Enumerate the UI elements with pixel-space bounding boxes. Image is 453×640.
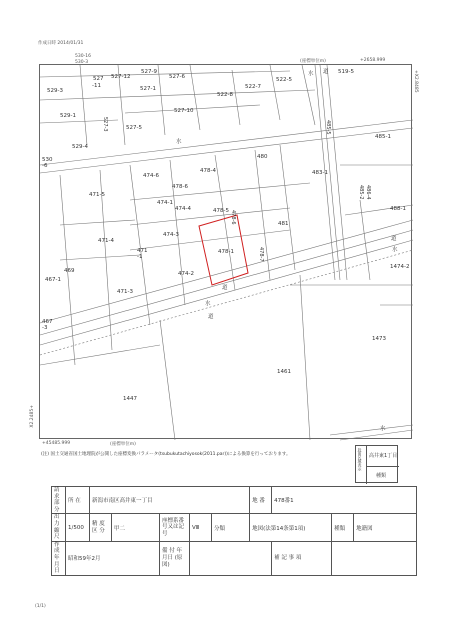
- coord-label-2: 530-3: [75, 60, 89, 65]
- parcel-label: -3: [42, 325, 48, 331]
- feature-label: 水: [308, 71, 314, 77]
- type-label: 種類: [332, 514, 354, 541]
- parcel-label: 471-4: [98, 238, 114, 244]
- coord-stamp-topright: +2658.999: [360, 58, 386, 63]
- parcel-label: 488-1: [390, 206, 406, 212]
- parcel-label: 474-1: [157, 200, 173, 206]
- parcel-label: -1: [137, 254, 143, 260]
- coord-note-top: (座標単位m): [300, 59, 326, 64]
- parcel-label: 471-5: [89, 192, 105, 198]
- parcel-label: 529-3: [47, 88, 63, 94]
- area-stamp: [355, 445, 398, 483]
- parcel-label: 1461: [277, 369, 291, 375]
- feature-label: 道: [222, 285, 228, 291]
- footnote: (注) 国土交通省国土地理院が公開した座標変換パラメータ(tsubukutachiyosok(2011.par))による換算を行っております。: [41, 452, 291, 457]
- vertical-parcel-label: 478-7: [258, 247, 264, 262]
- coord-stamp-right: +X2.8485: [413, 70, 418, 93]
- info-table: [51, 486, 417, 576]
- parcel-label: 527-10: [174, 108, 194, 114]
- date-value: 昭和59年2月: [66, 541, 160, 575]
- parcel-label: 527-1: [140, 86, 156, 92]
- parcel-label: 474-2: [178, 271, 194, 277]
- parcel-label: -11: [92, 83, 101, 89]
- vertical-parcel-label: 485-5: [325, 120, 331, 135]
- precision-label: 精 度 区 分: [90, 514, 112, 541]
- fix-date-value: [190, 541, 272, 575]
- scale-value: 1/500: [66, 514, 90, 541]
- scale-label: 出力縮尺: [52, 514, 66, 541]
- parcel-label: 522-7: [245, 84, 261, 90]
- parcel-label: 527-12: [111, 74, 131, 80]
- parcel-label: 471-3: [117, 289, 133, 295]
- feature-label: 道: [208, 314, 214, 320]
- lot-value: 478番1: [272, 487, 417, 514]
- parcel-label: 529-4: [72, 144, 88, 150]
- parcel-label: 478-4: [200, 168, 216, 174]
- parcel-label: 471: [137, 248, 148, 254]
- stamp-title: 高井東1丁目: [369, 453, 398, 459]
- note-value: [332, 541, 417, 575]
- parcel-label: 478-5: [213, 208, 229, 214]
- parcel-label: 527-9: [141, 69, 157, 75]
- coord-stamp-bottomleft: +45485.999: [42, 441, 71, 446]
- parcel-label: 1473: [372, 336, 386, 342]
- page-number: (1/1): [35, 604, 46, 609]
- parcel-label: 522-8: [217, 92, 233, 98]
- parcel-label: 467-1: [45, 277, 61, 283]
- feature-label: 水: [380, 426, 386, 432]
- coord-stamp-left: X2.2485+: [30, 405, 35, 428]
- class-label: 分類: [212, 514, 250, 541]
- parcel-label: 529-1: [60, 113, 76, 119]
- date-label: 作 成 年月日: [52, 541, 66, 575]
- parcel-label: 485-1: [375, 134, 391, 140]
- parcel-label: 474-3: [163, 232, 179, 238]
- fix-date-label: 備 付 年月日 (原図): [160, 541, 190, 575]
- vertical-parcel-label: 486-4: [365, 185, 371, 200]
- feature-label: 水: [392, 247, 398, 253]
- print-date: 作成日時 2014/01/31: [38, 41, 84, 46]
- parcel-label: 469: [64, 268, 75, 274]
- feature-label: 道: [391, 236, 397, 242]
- parcel-label: 480: [257, 154, 268, 160]
- feature-label: 水: [176, 139, 182, 145]
- coord-note-bottom: (座標単位m): [110, 442, 136, 447]
- parcel-label: 481: [278, 221, 289, 227]
- vertical-parcel-label: 485-2: [358, 185, 364, 200]
- location-value: 新潟市南区高井東一丁目: [90, 487, 250, 514]
- vertical-parcel-label: 527-3: [102, 117, 108, 132]
- chiban-label: 請求部分: [52, 487, 66, 514]
- parcel-label: 483-1: [312, 170, 328, 176]
- parcel-label: -6: [42, 163, 48, 169]
- class-value: 地図(法第14条第1項): [250, 514, 332, 541]
- parcel-label: 527: [93, 76, 104, 82]
- parcel-label-target: 478-1: [218, 249, 234, 255]
- lot-label: 地 番: [250, 487, 272, 514]
- stamp-sub: 種類: [376, 473, 387, 479]
- coord-system-value: Ⅷ: [190, 514, 212, 541]
- parcel-label: 530: [42, 157, 53, 163]
- parcel-label: 527-5: [126, 125, 142, 131]
- coord-label-1: 530-16: [75, 54, 91, 59]
- parcel-label: 474-4: [175, 206, 191, 212]
- parcel-label: 1474-2: [390, 264, 410, 270]
- vertical-parcel-label: 478-6: [230, 210, 236, 225]
- feature-label: 道: [323, 69, 329, 75]
- parcel-label: 1447: [123, 396, 137, 402]
- note-label: 補 記 事 項: [272, 541, 332, 575]
- parcel-label: 467: [42, 319, 53, 325]
- location-label: 所 在: [66, 487, 90, 514]
- parcel-label: 474-6: [143, 173, 159, 179]
- precision-value: 甲二: [112, 514, 160, 541]
- parcel-label: 519-5: [338, 69, 354, 75]
- stamp-side-label: 段面区域表示: [358, 448, 363, 471]
- coord-system-label: 座標系番号又は記号: [160, 514, 190, 541]
- parcel-label: 522-5: [276, 77, 292, 83]
- parcel-label: 527-6: [169, 74, 185, 80]
- parcel-label: 478-6: [172, 184, 188, 190]
- feature-label: 水: [205, 301, 211, 307]
- type-value: 地籍図: [354, 514, 417, 541]
